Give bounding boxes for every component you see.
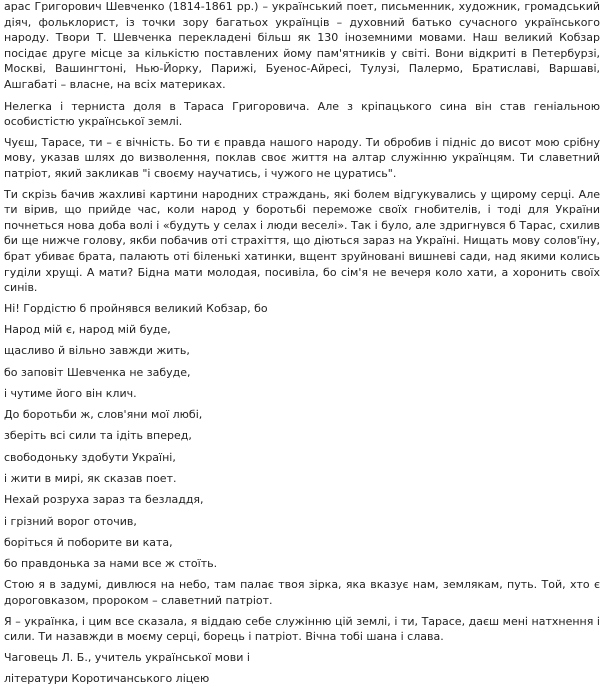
poem-line: зберіть всі сили та ідіть вперед,: [4, 429, 192, 443]
struggle-paragraph: Ти скрізь бачив жахливі картини народних страждань, які болем відгукувались у щирому серці. Але ти вірив, що прийде час, коли народ у боротьбі переможе своїх гнобителів, і тоді для України почнеться нова доба волі і «будуть у селах і люди веселі». Так і було, але здригнувся б Тарас, схилив би ще нижче голову, якби побачив оті страхіття, що діються зараз на Україні. Нищать мову солов'їну, брат убиває брата, палають оті біленькі хатинки, вщент зруйновані вишневі сади, над якими колись гуділи хрущі. А мати? Бідна мати молодая, посивіла, бо сім'я не вечеря коло хати, а хоронить своїх синів.: [4, 187, 600, 295]
poem: [4, 322, 600, 572]
signature-line: літератури Коротичанського ліцею: [4, 672, 210, 685]
poem-line: Нехай розруха зараз та безладдя,: [4, 493, 204, 507]
poem-line: До боротьби ж, слов'яни мої любі,: [4, 408, 203, 422]
intro-paragraph: арас Григорович Шевченко (1814-1861 рр.) – український поет, письменник, художник, громадський діяч, фольклорист, із точки зору багатьох українців – духовний батько сучасного українського народу. Твори Т. Шевченка перекладені більш як 130 іноземними мовами. Наш великий Кобзар посідає друге місце за кількістю поставлених йому пам'ятників у світі. Вони відкриті в Петербурзі, Москві, Вашингтоні, Нью-Йорку, Парижі, Буенос-Айресі, Тулузі, Палермо, Братиславі, Варшаві, Ашгабаті – власне, на всіх материках.: [4, 0, 600, 91]
poem-line: бо заповіт Шевченка не забуде,: [4, 365, 191, 379]
reflection-paragraph: Стою я в задумі, дивлюся на небо, там палає твоя зірка, яка вказує нам, землякам, путь. Той, хто є дороговказом, пророком – славетний патріот.: [4, 578, 600, 607]
poem-line: щасливо й вільно завжди жить,: [4, 344, 190, 358]
poem-line: і чутиме його він клич.: [4, 386, 137, 400]
address-paragraph: Чуєш, Тарасе, ти – є вічність. Бо ти є правда нашого народу. Ти обробив і підніс до висот мою срібну мову, указав шлях до визволення, поклав своє життя на алтар служінню українцям. Ти славетний патріот, який закликав "і своєму научатись, і чужого не цуратись".: [4, 135, 600, 180]
poem-line: і жити в мирі, як сказав поет.: [4, 471, 177, 485]
poem-line: бо правдонька за нами все ж стоїть.: [4, 557, 218, 571]
verse-intro-line: Ні! Гордістю б пройнявся великий Кобзар, бо: [4, 301, 268, 315]
signature: [4, 650, 600, 687]
poem-line: і грізний ворог оточив,: [4, 514, 137, 528]
poem-line: Народ мій є, народ мій буде,: [4, 322, 171, 336]
poem-line: свободоньку здобути Україні,: [4, 450, 176, 464]
fate-paragraph: Нелегка і терниста доля в Тараса Григоровича. Але з кріпацького сина він став геніальною особистістю української землі.: [4, 99, 600, 129]
dedication-paragraph: Я – українка, і цим все сказала, я віддаю себе служінню цій землі, і ти, Тарасе, даєш мені натхнення і сили. Ти назавжди в моєму серці, борець і патріот. Вічна тобі шана і слава.: [4, 614, 600, 644]
signature-line: Чаговець Л. Б., учитель української мови і: [4, 650, 250, 664]
poem-line: боріться й поборите ви ката,: [4, 535, 173, 549]
